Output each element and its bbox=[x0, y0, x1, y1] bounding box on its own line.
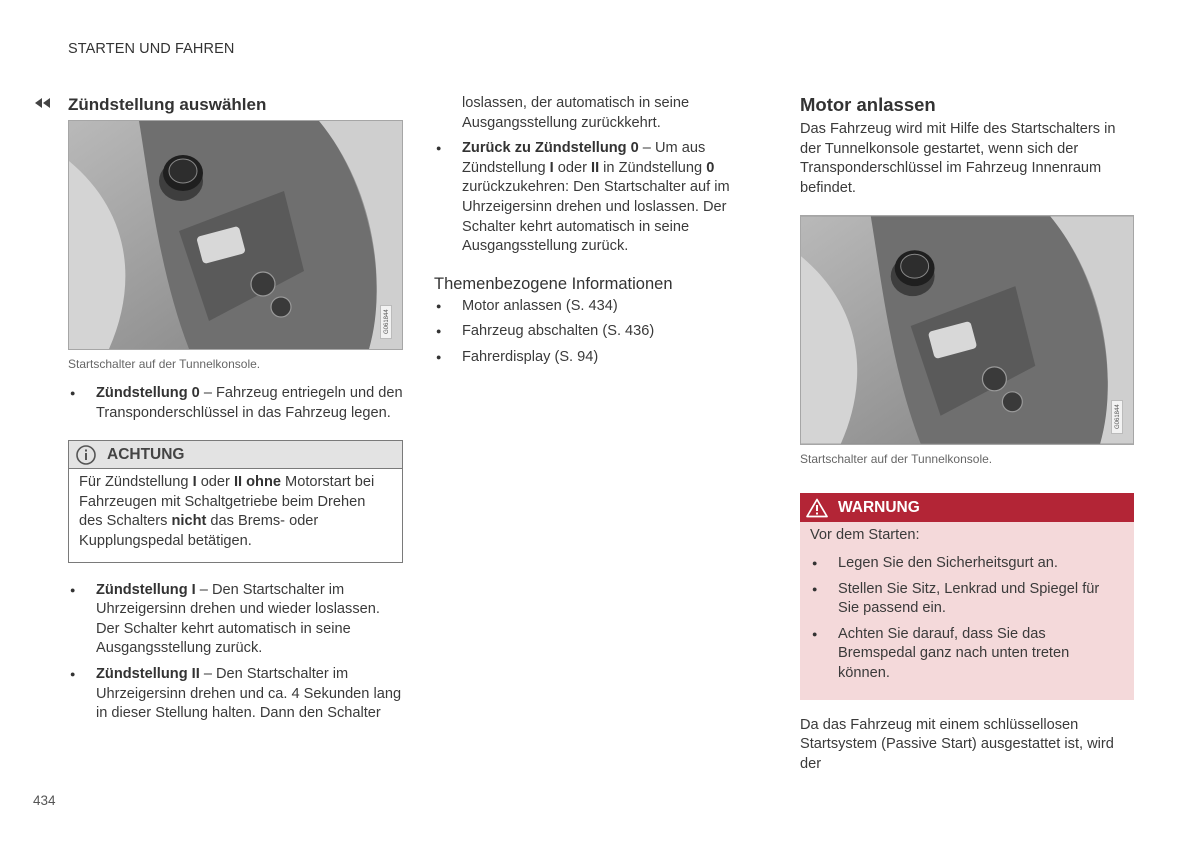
warning-header bbox=[800, 493, 1134, 522]
list-item-position-1: ● Zündstellung I – Den Startschalter im Uhrzeigersinn drehen und wieder loslassen. Der Schalter kehrt automatisch in seine Ausgangsstellung zurück. bbox=[68, 581, 403, 659]
warning-triangle-icon bbox=[806, 498, 828, 518]
caution-box bbox=[68, 440, 403, 562]
warning-item: ● Achten Sie darauf, dass Sie das Bremspedal ganz nach unten treten können. bbox=[810, 625, 1124, 684]
caution-text: Für Zündstellung I oder II ohne Motorstart bei Fahrzeugen mit Schaltgetriebe beim Drehen des Schalters nicht das Brems- oder Kupplungspedal betätigen. bbox=[79, 474, 375, 549]
image-code: G061844 bbox=[380, 305, 392, 339]
section-heading-ignition: Zündstellung auswählen bbox=[68, 95, 267, 114]
info-circle-icon bbox=[75, 444, 97, 466]
caution-title: ACHTUNG bbox=[107, 445, 185, 463]
image-caption: Startschalter auf der Tunnelkonsole. bbox=[68, 357, 261, 371]
related-link[interactable]: ● Motor anlassen (S. 434) bbox=[434, 297, 769, 317]
start-switch-photo bbox=[800, 215, 1134, 445]
caution-header bbox=[69, 441, 402, 469]
warning-item: ● Legen Sie den Sicherheitsgurt an. bbox=[810, 554, 1124, 574]
warning-lead: Vor dem Starten: bbox=[810, 527, 920, 544]
related-link[interactable]: ● Fahrzeug abschalten (S. 436) bbox=[434, 322, 769, 342]
image-code: G061844 bbox=[1111, 400, 1123, 434]
list-item-position-2: ● Zündstellung II – Den Startschalter im Uhrzeigersinn drehen und ca. 4 Sekunden lang in dieser Stellung halten. Dann den Schalter bbox=[68, 665, 403, 724]
closing-text: Da das Fahrzeug mit einem schlüssellosen Startsystem (Passive Start) ausgestattet ist, wird der bbox=[800, 716, 1114, 772]
column-continued bbox=[434, 94, 769, 374]
image-caption: Startschalter auf der Tunnelkonsole. bbox=[800, 452, 993, 467]
warning-box bbox=[800, 493, 1134, 699]
related-heading: Themenbezogene Informationen bbox=[434, 274, 673, 293]
list-item-position-0: ● Zündstellung 0 – Fahrzeug entriegeln und den Transponderschlüssel in das Fahrzeug legen. bbox=[68, 384, 403, 423]
warning-title: WARNUNG bbox=[838, 499, 920, 517]
double-chevron-left-icon[interactable] bbox=[34, 96, 54, 110]
related-link[interactable]: ● Fahrerdisplay (S. 94) bbox=[434, 348, 769, 368]
section-heading-engine-start: Motor anlassen bbox=[800, 94, 936, 115]
column-engine-start bbox=[800, 94, 1134, 774]
intro-text: Das Fahrzeug wird mit Hilfe des Startschalters in der Tunnelkonsole gestartet, wenn sich der Transponderschlüssel im Fahrzeug Innenraum befindet. bbox=[800, 121, 1116, 196]
list-item-back-to-0: ● Zurück zu Zündstellung 0 – Um aus Zündstellung I oder II in Zündstellung 0 zurückzukehren: Den Startschalter auf im Uhrzeigersinn drehen und loslassen. Der Schalter kehrt automatisch in seine Ausgangsstellung zurück. bbox=[434, 139, 769, 257]
column-ignition bbox=[68, 94, 403, 730]
start-switch-photo bbox=[68, 120, 403, 350]
page-number: 434 bbox=[33, 793, 56, 808]
running-header: STARTEN UND FAHREN bbox=[68, 41, 235, 57]
continued-text: loslassen, der automatisch in seine Ausgangsstellung zurückkehrt. bbox=[462, 95, 690, 131]
warning-item: ● Stellen Sie Sitz, Lenkrad und Spiegel für Sie passend ein. bbox=[810, 580, 1124, 619]
